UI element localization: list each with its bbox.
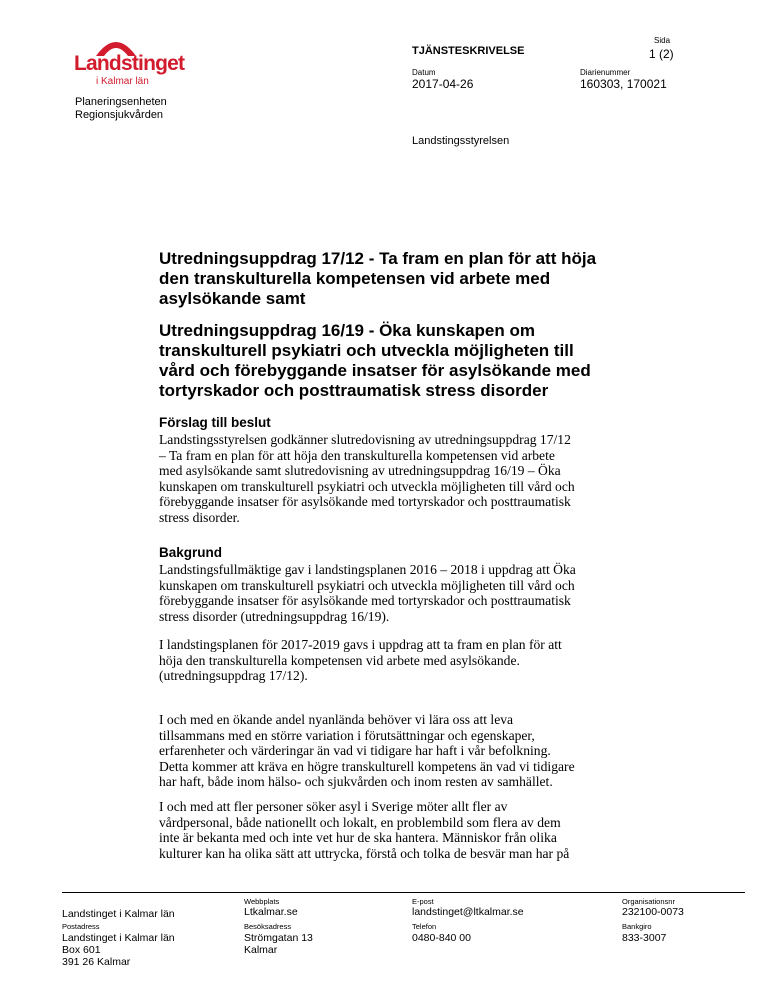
logo-wordmark: Landstinget bbox=[74, 52, 185, 75]
doc-type: TJÄNSTESKRIVELSE bbox=[412, 45, 525, 57]
footer-orgnr-label: Organisationsnr bbox=[622, 897, 675, 906]
title-2-line: vård och förebyggande insatser för asylsökande med bbox=[159, 361, 591, 380]
text-line: I och med att fler personer söker asyl i Sverige möter allt fler av bbox=[159, 799, 508, 814]
footer-web-link[interactable]: Ltkalmar.se bbox=[244, 906, 298, 918]
text-line: inte är bekanta med och inte vet hur de ska hantera. Människor från olika bbox=[159, 830, 557, 846]
text-line: I landstingsplanen för 2017-2019 gavs i uppdrag att ta fram en plan för att bbox=[159, 637, 562, 652]
footer-email-label: E-post bbox=[412, 897, 434, 906]
footer-postal-label: Postadress bbox=[62, 922, 100, 931]
text-line: förebyggande insatser för asylsökande med tortyrskador och posttraumatisk bbox=[159, 494, 571, 510]
title-2-line: transkulturell psykiatri och utveckla möjligheten till bbox=[159, 341, 574, 360]
address-line: Strömgatan 13 bbox=[244, 932, 313, 944]
text-line: tillsammans med en större variation i förutsättningar och egenskaper, bbox=[159, 727, 535, 743]
title-2 bbox=[159, 321, 679, 401]
recipient: Landstingsstyrelsen bbox=[412, 135, 510, 147]
title-1-line: den transkulturella kompetensen vid arbete med bbox=[159, 269, 551, 288]
title-1 bbox=[159, 249, 679, 309]
diary-label: Diarienummer bbox=[580, 68, 631, 77]
diary-value: 160303, 170021 bbox=[580, 77, 667, 91]
text-line: erfarenheter och värderingar än vad vi tidigare har haft i vår befolkning. bbox=[159, 743, 551, 759]
text-line: kulturer kan ha olika sätt att uttrycka, förstå och tolka de besvär man har på bbox=[159, 845, 570, 861]
landstinget-logo bbox=[74, 34, 185, 90]
footer-orgnr-value: 232100-0073 bbox=[622, 906, 684, 918]
page-value: 1 (2) bbox=[649, 47, 674, 61]
address-line: Landstinget i Kalmar län bbox=[62, 932, 175, 944]
footer-web-label: Webbplats bbox=[244, 897, 280, 906]
text-line: förebyggande insatser för asylsökande med tortyrskador och posttraumatisk bbox=[159, 593, 571, 609]
page-label: Sida bbox=[654, 36, 671, 45]
logo-subtitle: i Kalmar län bbox=[96, 76, 149, 87]
footer-divider bbox=[62, 892, 745, 893]
footer-postal-address bbox=[62, 932, 175, 968]
text-line: kunskapen om transkulturell psykiatri och utveckla möjligheten till vård och bbox=[159, 478, 575, 494]
text-line: Detta kommer att kräva en högre transkulturell kompetens än vad vi tidigare bbox=[159, 758, 575, 774]
text-line: kunskapen om transkulturell psykiatri och utveckla möjligheten till vård och bbox=[159, 577, 575, 593]
title-1-line: asylsökande samt bbox=[159, 289, 306, 308]
title-2-line: tortyrskador och posttraumatisk stress disorder bbox=[159, 381, 549, 400]
footer-visit-label: Besöksadress bbox=[244, 922, 292, 931]
date-value: 2017-04-26 bbox=[412, 77, 474, 91]
department-line-2: Regionsjukvården bbox=[75, 109, 164, 121]
paragraph-bakgrund-3 bbox=[159, 712, 659, 790]
text-line: Landstingsstyrelsen godkänner slutredovisning av utredningsuppdrag 17/12 bbox=[159, 432, 571, 447]
address-line: 391 26 Kalmar bbox=[62, 956, 131, 968]
text-line: höja den transkulturella kompetensen vid arbete med asylsökande. bbox=[159, 652, 520, 668]
address-line: Box 601 bbox=[62, 944, 101, 956]
text-line: har haft, både inom hälso- och sjukvården och inom resten av samhället. bbox=[159, 774, 553, 790]
title-1-line: Utredningsuppdrag 17/12 - Ta fram en plan för att höja bbox=[159, 249, 597, 268]
text-line: vårdpersonal, både nationellt och lokalt, en problembild som flera av dem bbox=[159, 814, 561, 830]
address-line: Kalmar bbox=[244, 944, 278, 956]
footer-email-link[interactable]: landstinget@ltkalmar.se bbox=[412, 906, 524, 918]
footer-phone-value: 0480-840 00 bbox=[412, 932, 471, 944]
text-line: Landstingsfullmäktige gav i landstingsplanen 2016 – 2018 i uppdrag att Öka bbox=[159, 562, 576, 577]
text-line: med asylsökande samt slutredovisning av utredningsuppdrag 16/19 – Öka bbox=[159, 463, 561, 479]
heading-bakgrund: Bakgrund bbox=[159, 545, 223, 560]
date-label: Datum bbox=[412, 68, 436, 77]
footer-org-name: Landstinget i Kalmar län bbox=[62, 908, 175, 920]
footer-visit-address bbox=[244, 932, 313, 956]
heading-forslag: Förslag till beslut bbox=[159, 415, 271, 430]
paragraph-bakgrund-2 bbox=[159, 637, 659, 684]
footer-bankgiro-value: 833-3007 bbox=[622, 932, 667, 944]
text-line: stress disorder. bbox=[159, 509, 240, 525]
department-line-1: Planeringsenheten bbox=[75, 96, 167, 108]
paragraph-forslag bbox=[159, 432, 659, 526]
text-line: – Ta fram en plan för att höja den transkulturella kompetensen vid arbete bbox=[159, 447, 555, 463]
title-2-line: Utredningsuppdrag 16/19 - Öka kunskapen om bbox=[159, 321, 535, 340]
footer-phone-label: Telefon bbox=[412, 922, 437, 931]
text-line: I och med en ökande andel nyanlända behöver vi lära oss att leva bbox=[159, 712, 514, 727]
text-line: (utredningsuppdrag 17/12). bbox=[159, 668, 308, 684]
paragraph-bakgrund-4 bbox=[159, 799, 659, 861]
footer-bankgiro-label: Bankgiro bbox=[622, 922, 652, 931]
text-line: stress disorder (utredningsuppdrag 16/19). bbox=[159, 608, 390, 624]
paragraph-bakgrund-1 bbox=[159, 562, 659, 624]
